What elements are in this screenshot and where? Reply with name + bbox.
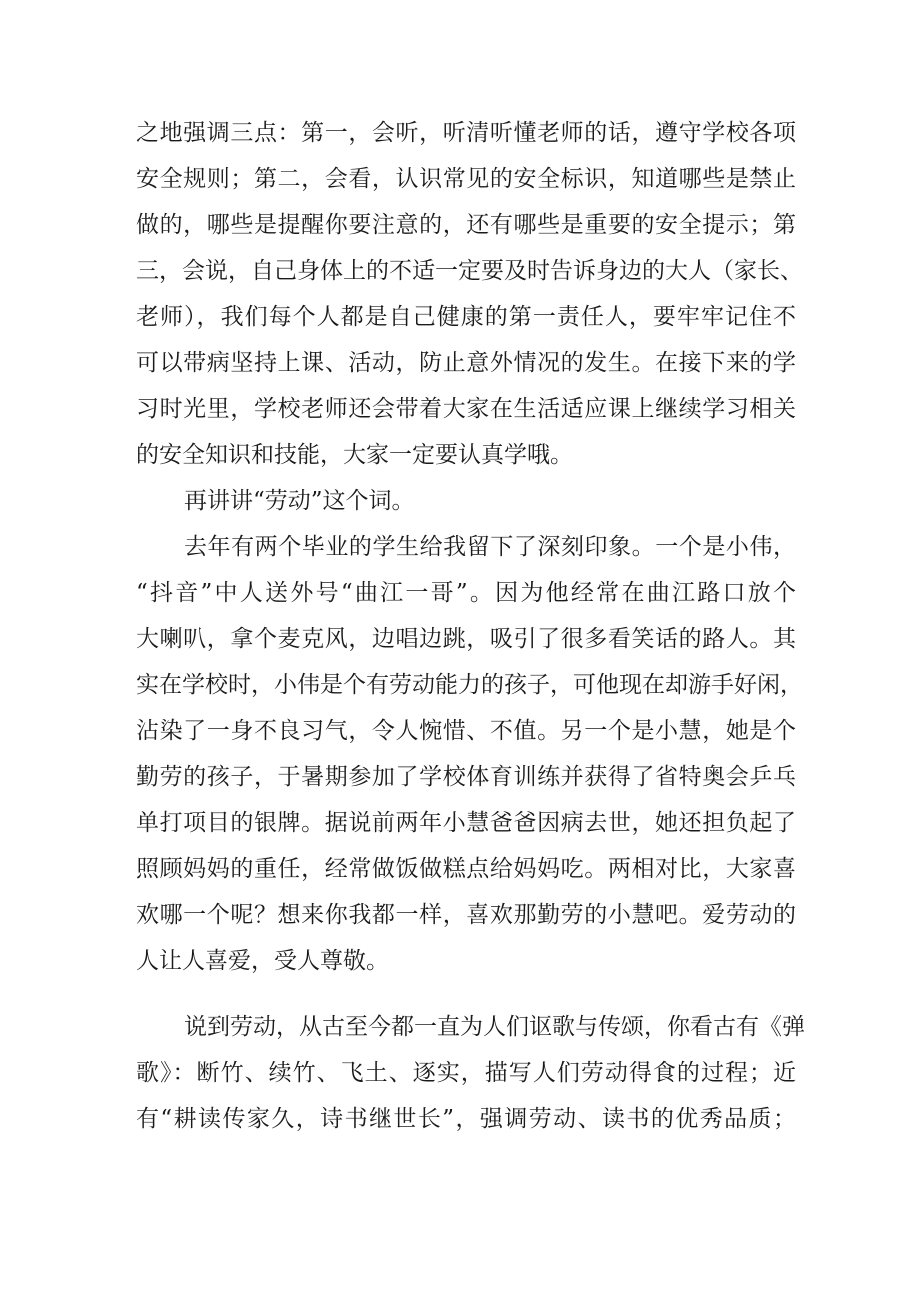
- paragraph-line: 之地强调三点：第一，会听，听清听懂老师的话，遵守学校各项: [136, 120, 796, 146]
- paragraph-line: 实在学校时，小伟是个有劳动能力的孩子，可他现在却游手好闲，: [136, 672, 803, 698]
- paragraph-line: 说到劳动，从古至今都一直为人们讴歌与传颂，你看古有《弹: [184, 1014, 805, 1040]
- paragraph-line: 安全规则；第二，会看，认识常见的安全标识，知道哪些是禁止: [136, 166, 796, 192]
- paragraph-line: 沾染了一身不良习气，令人惋惜、不值。另一个是小慧，她是个: [136, 718, 796, 744]
- paragraph-line: 有“耕读传家久，诗书继世长”，强调劳动、读书的优秀品质；: [136, 1106, 796, 1132]
- paragraph-line: 大喇叭，拿个麦克风，边唱边跳，吸引了很多看笑话的路人。其: [136, 626, 796, 652]
- paragraph-line: 人让人喜爱，受人尊敬。: [136, 948, 389, 974]
- paragraph-line: 三，会说，自己身体上的不适一定要及时告诉身边的大人（家长、: [136, 258, 803, 284]
- paragraph-line: 单打项目的银牌。据说前两年小慧爸爸因病去世，她还担负起了: [136, 810, 796, 836]
- paragraph-line: 再讲讲“劳动”这个词。: [184, 488, 415, 514]
- paragraph-line: 照顾妈妈的重任，经常做饭做糕点给妈妈吃。两相对比，大家喜: [136, 856, 796, 882]
- paragraph-line: 的安全知识和技能，大家一定要认真学哦。: [136, 442, 573, 468]
- paragraph-line: 做的，哪些是提醒你要注意的，还有哪些是重要的安全提示；第: [136, 212, 796, 238]
- paragraph-line: 可以带病坚持上课、活动，防止意外情况的发生。在接下来的学: [136, 350, 796, 376]
- paragraph-line: 歌》：断竹、续竹、飞土、逐实，描写人们劳动得食的过程；近: [136, 1060, 796, 1086]
- paragraph-line: 老师），我们每个人都是自己健康的第一责任人，要牢牢记住不: [136, 304, 796, 330]
- paragraph-line: 去年有两个毕业的学生给我留下了深刻印象。一个是小伟，: [184, 534, 796, 560]
- paragraph-line: 欢哪一个呢？想来你我都一样，喜欢那勤劳的小慧吧。爱劳动的: [136, 902, 796, 928]
- paragraph-line: 习时光里，学校老师还会带着大家在生活适应课上继续学习相关: [136, 396, 796, 422]
- paragraph-line: 勤劳的孩子，于暑期参加了学校体育训练并获得了省特奥会乒乓: [136, 764, 796, 790]
- paragraph-line: “抖音”中人送外号“曲江一哥”。因为他经常在曲江路口放个: [136, 580, 796, 606]
